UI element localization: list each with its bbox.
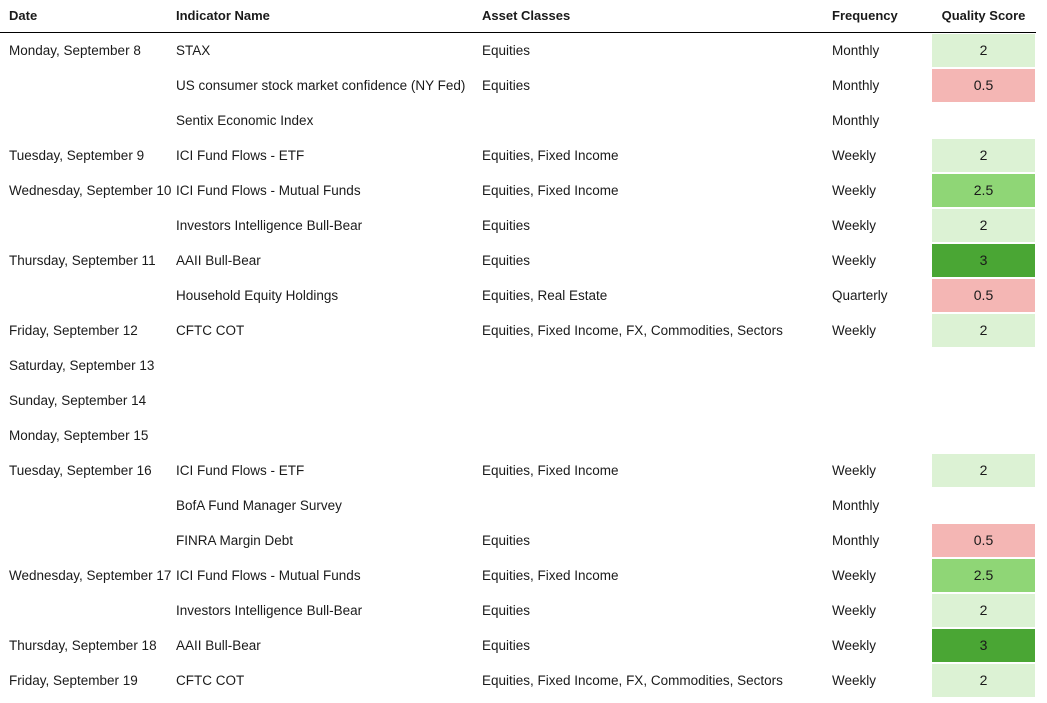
row-quality-score: 3 — [932, 244, 1035, 277]
table-header — [0, 0, 1036, 33]
row-quality-score: 0.5 — [932, 524, 1035, 557]
table-row — [0, 453, 1040, 488]
row-quality-score: 2 — [932, 314, 1035, 347]
row-asset-classes: Equities — [482, 43, 531, 58]
row-quality-score: 2.5 — [932, 174, 1035, 207]
header-frequency: Frequency — [832, 8, 898, 23]
row-indicator-name: ICI Fund Flows - ETF — [176, 463, 305, 478]
row-indicator-name: Sentix Economic Index — [176, 113, 314, 128]
row-indicator-name: ICI Fund Flows - Mutual Funds — [176, 183, 361, 198]
row-frequency: Weekly — [832, 148, 877, 163]
table-row — [0, 173, 1040, 208]
row-indicator-name: Investors Intelligence Bull-Bear — [176, 218, 363, 233]
table-row — [0, 383, 1040, 418]
table-row — [0, 523, 1040, 558]
header-indicator-name: Indicator Name — [176, 8, 270, 23]
header-asset-classes: Asset Classes — [482, 8, 571, 23]
row-date: Monday, September 8 — [9, 43, 141, 58]
row-frequency: Monthly — [832, 78, 880, 93]
row-asset-classes: Equities — [482, 603, 531, 618]
table-row — [0, 488, 1040, 523]
row-date: Thursday, September 18 — [9, 638, 157, 653]
table-row — [0, 663, 1040, 698]
row-asset-classes: Equities — [482, 218, 531, 233]
table-row — [0, 278, 1040, 313]
row-date: Tuesday, September 9 — [9, 148, 145, 163]
row-indicator-name: US consumer stock market confidence (NY Fed) — [176, 78, 466, 93]
row-quality-score: 2 — [932, 209, 1035, 242]
row-date: Saturday, September 13 — [9, 358, 155, 373]
row-indicator-name: ICI Fund Flows - Mutual Funds — [176, 568, 361, 583]
row-asset-classes: Equities, Fixed Income — [482, 148, 619, 163]
row-quality-score: 2 — [932, 139, 1035, 172]
row-date: Thursday, September 11 — [9, 253, 156, 268]
header-date: Date — [9, 8, 38, 23]
row-date: Monday, September 15 — [9, 428, 149, 443]
row-indicator-name: AAII Bull-Bear — [176, 253, 261, 268]
row-indicator-name: CFTC COT — [176, 323, 245, 338]
row-frequency: Weekly — [832, 253, 877, 268]
table-body — [0, 33, 1040, 698]
row-frequency: Monthly — [832, 113, 880, 128]
row-asset-classes: Equities — [482, 533, 531, 548]
row-quality-score: 0.5 — [932, 279, 1035, 312]
row-indicator-name: ICI Fund Flows - ETF — [176, 148, 305, 163]
table-row — [0, 348, 1040, 383]
row-frequency: Monthly — [832, 43, 880, 58]
row-asset-classes: Equities — [482, 638, 531, 653]
row-frequency: Weekly — [832, 673, 877, 688]
row-frequency: Weekly — [832, 183, 877, 198]
row-asset-classes: Equities — [482, 253, 531, 268]
row-quality-score: 2 — [932, 34, 1035, 67]
row-asset-classes: Equities, Fixed Income — [482, 568, 619, 583]
row-indicator-name: CFTC COT — [176, 673, 245, 688]
table-row — [0, 628, 1040, 663]
row-quality-score: 2 — [932, 664, 1035, 697]
row-indicator-name: STAX — [176, 43, 211, 58]
row-quality-score — [932, 489, 1035, 522]
row-frequency: Weekly — [832, 218, 877, 233]
row-asset-classes: Equities, Fixed Income — [482, 183, 619, 198]
row-date: Friday, September 12 — [9, 323, 138, 338]
row-date: Tuesday, September 16 — [9, 463, 152, 478]
row-date: Wednesday, September 10 — [9, 183, 172, 198]
row-asset-classes: Equities — [482, 78, 531, 93]
table-row — [0, 103, 1040, 138]
row-quality-score — [932, 349, 1035, 382]
row-frequency: Weekly — [832, 463, 877, 478]
row-frequency: Monthly — [832, 533, 880, 548]
table-row — [0, 33, 1040, 68]
table-row — [0, 138, 1040, 173]
row-date: Friday, September 19 — [9, 673, 138, 688]
row-quality-score — [932, 104, 1035, 137]
row-quality-score — [932, 384, 1035, 417]
header-quality-score: Quality Score — [941, 8, 1026, 23]
row-frequency: Weekly — [832, 603, 877, 618]
row-indicator-name: Investors Intelligence Bull-Bear — [176, 603, 363, 618]
row-frequency: Monthly — [832, 498, 880, 513]
table-row — [0, 208, 1040, 243]
row-quality-score: 0.5 — [932, 69, 1035, 102]
row-frequency: Weekly — [832, 568, 877, 583]
row-indicator-name: BofA Fund Manager Survey — [176, 498, 342, 513]
row-asset-classes: Equities, Fixed Income — [482, 463, 619, 478]
row-quality-score — [932, 419, 1035, 452]
row-date: Sunday, September 14 — [9, 393, 147, 408]
table-row — [0, 418, 1040, 453]
row-asset-classes: Equities, Fixed Income, FX, Commodities, Sectors — [482, 323, 783, 338]
row-quality-score: 2 — [932, 454, 1035, 487]
row-frequency: Weekly — [832, 323, 877, 338]
row-frequency: Weekly — [832, 638, 877, 653]
table-row — [0, 313, 1040, 348]
row-frequency: Quarterly — [832, 288, 888, 303]
row-indicator-name: AAII Bull-Bear — [176, 638, 261, 653]
row-indicator-name: Household Equity Holdings — [176, 288, 339, 303]
table-row — [0, 558, 1040, 593]
table-row — [0, 593, 1040, 628]
row-quality-score: 3 — [932, 629, 1035, 662]
table-row — [0, 243, 1040, 278]
row-asset-classes: Equities, Real Estate — [482, 288, 608, 303]
row-quality-score: 2 — [932, 594, 1035, 627]
row-quality-score: 2.5 — [932, 559, 1035, 592]
row-indicator-name: FINRA Margin Debt — [176, 533, 294, 548]
table-row — [0, 68, 1040, 103]
row-asset-classes: Equities, Fixed Income, FX, Commodities, Sectors — [482, 673, 783, 688]
row-date: Wednesday, September 17 — [9, 568, 172, 583]
